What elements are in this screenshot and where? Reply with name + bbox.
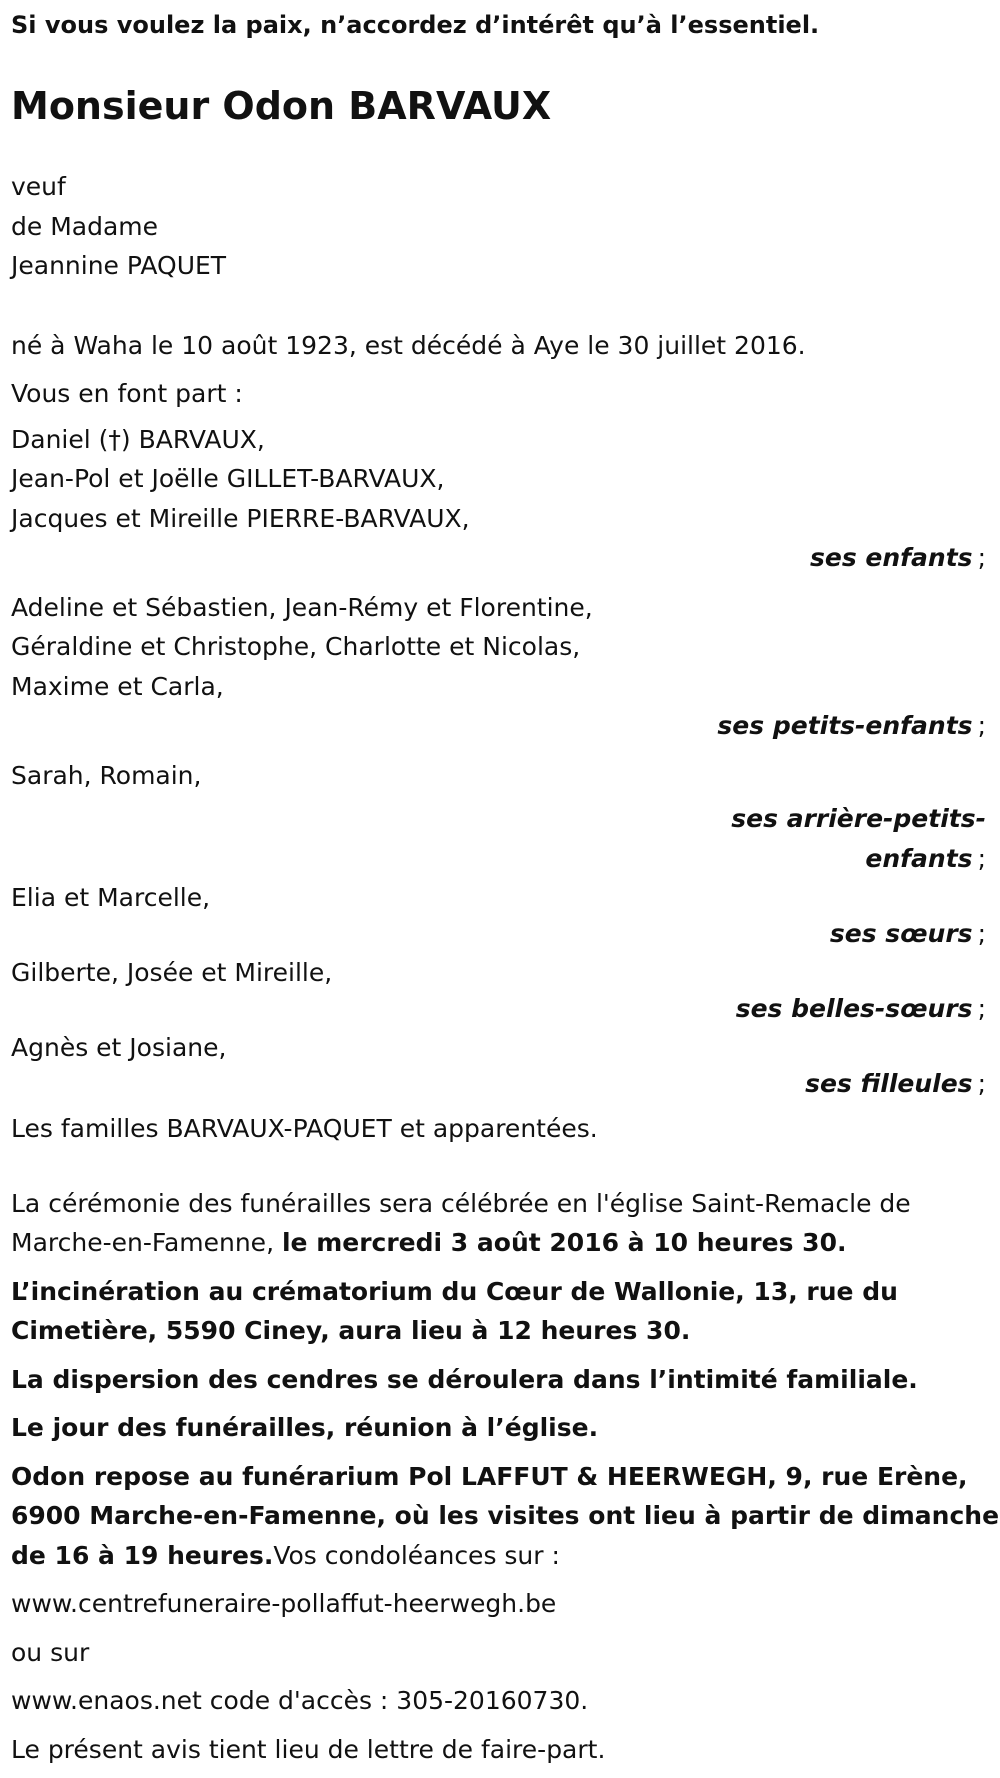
relation-label: ses arrière-petits- bbox=[731, 804, 986, 833]
family-name: Daniel (†) BARVAUX, bbox=[11, 424, 265, 454]
spouse-block bbox=[11, 167, 996, 286]
obituary-content bbox=[11, 4, 1000, 1778]
intro: Vous en font part : bbox=[11, 379, 243, 408]
group-filleules bbox=[11, 1028, 996, 1103]
ceremony-info: La cérémonie des funérailles sera célébrée en l'église Saint-Remacle de Marche-en-Famenne, le mercredi 3 août 2016 à 10 heures 30. bbox=[11, 1188, 911, 1257]
group-enfants bbox=[11, 420, 996, 578]
relation-label: ses belles-sœurs ; bbox=[735, 993, 986, 1023]
group-soeurs bbox=[11, 878, 996, 953]
or-text: ou sur bbox=[11, 1637, 90, 1667]
relation-label: ses sœurs ; bbox=[829, 918, 986, 948]
reunion-info: Le jour des funérailles, réunion à l’église. bbox=[11, 1413, 599, 1442]
family-name: Géraldine et Christophe, Charlotte et Nicolas, bbox=[11, 632, 581, 661]
family-name: Adeline et Sébastien, Jean-Rémy et Florentine, bbox=[11, 592, 593, 622]
website-link-1[interactable]: www.centrefuneraire-pollaffut-heerwegh.be bbox=[11, 1589, 557, 1618]
group-petits-enfants bbox=[11, 588, 996, 746]
incineration-info: L’incinération au crématorium du Cœur de Wallonie, 13, rue du Cimetière, 5590 Ciney, aura lieu à 12 heures 30. bbox=[11, 1276, 898, 1345]
relation-label: ses enfants ; bbox=[810, 543, 986, 572]
family-name: Sarah, Romain, bbox=[11, 760, 202, 790]
dispersion-info: La dispersion des cendres se déroulera dans l’intimité familiale. bbox=[11, 1364, 918, 1394]
relation-label: ses petits-enfants ; bbox=[717, 711, 986, 740]
family-name: Agnès et Josiane, bbox=[11, 1033, 227, 1062]
group-belles-soeurs bbox=[11, 953, 996, 1028]
families-line: Les familles BARVAUX-PAQUET et apparentées. bbox=[11, 1114, 598, 1143]
relation-label: ses filleules ; bbox=[805, 1068, 986, 1098]
website-link-2[interactable]: www.enaos.net code d'accès : 305-20160730. bbox=[11, 1686, 589, 1715]
birth-death: né à Waha le 10 août 1923, est décédé à Aye le 30 juillet 2016. bbox=[11, 330, 806, 360]
family-name: Jacques et Mireille PIERRE-BARVAUX, bbox=[11, 503, 470, 533]
family-name: Maxime et Carla, bbox=[11, 671, 224, 701]
spouse-line: Jeannine PAQUET bbox=[11, 251, 227, 280]
closing-note: Le présent avis tient lieu de lettre de faire-part. bbox=[11, 1734, 606, 1764]
spouse-line: de Madame bbox=[11, 211, 159, 241]
relation-label: enfants ; bbox=[865, 843, 986, 873]
funerarium-info: Odon repose au funérarium Pol LAFFUT & HEERWEGH, 9, rue Erène, 6900 Marche-en-Famenne, où les visites ont lieu à partir de dimanche de 16 à 19 heures.Vos condoléances sur : bbox=[11, 1461, 1000, 1570]
deceased-name: Monsieur Odon BARVAUX bbox=[11, 84, 552, 128]
spouse-line: veuf bbox=[11, 172, 66, 201]
family-name: Jean-Pol et Joëlle GILLET-BARVAUX, bbox=[11, 464, 445, 493]
family-name: Gilberte, Josée et Mireille, bbox=[11, 958, 333, 987]
family-name: Elia et Marcelle, bbox=[11, 883, 211, 912]
quote: Si vous voulez la paix, n’accordez d’intérêt qu’à l’essentiel. bbox=[11, 11, 820, 39]
group-arriere-petits-enfants bbox=[11, 756, 996, 879]
